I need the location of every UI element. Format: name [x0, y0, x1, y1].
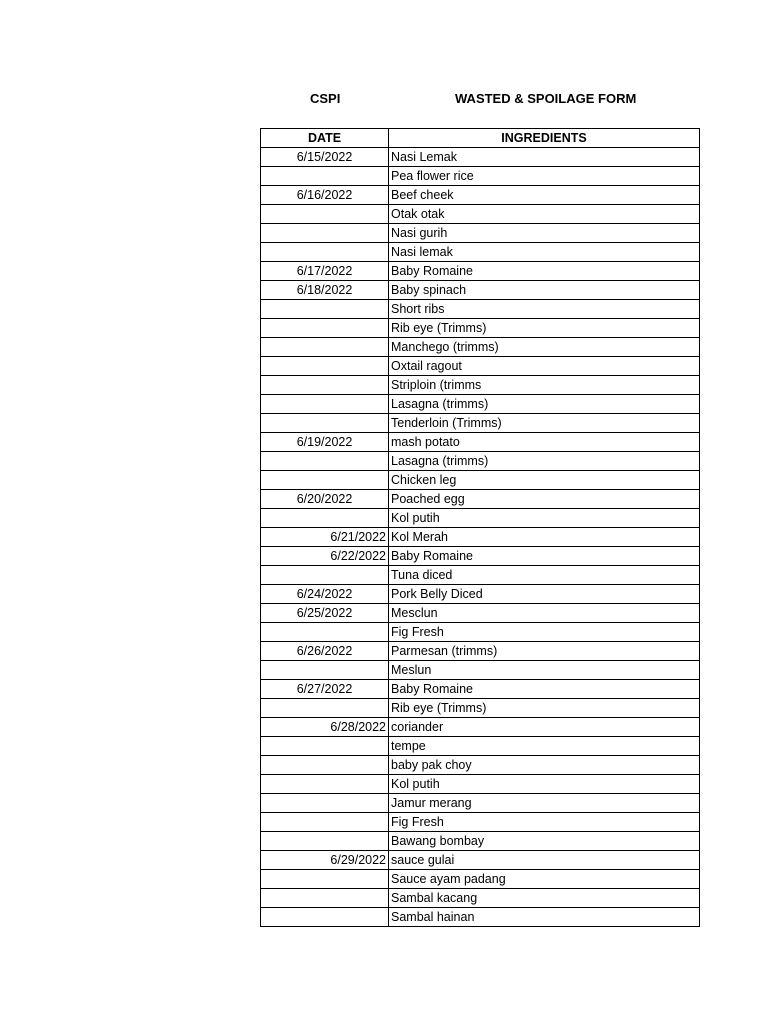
date-cell: [261, 395, 389, 414]
table-row: [261, 262, 700, 281]
table-row: [261, 414, 700, 433]
ingredient-cell: Rib eye (Trimms): [389, 319, 700, 338]
table-row: [261, 357, 700, 376]
date-cell: 6/27/2022: [261, 680, 389, 699]
date-cell: [261, 870, 389, 889]
ingredient-cell: Bawang bombay: [389, 832, 700, 851]
ingredient-cell: Otak otak: [389, 205, 700, 224]
table-row: [261, 433, 700, 452]
date-cell: [261, 319, 389, 338]
org-name: CSPI: [310, 91, 341, 106]
ingredient-cell: Tuna diced: [389, 566, 700, 585]
table-body: [261, 148, 700, 927]
date-cell: [261, 566, 389, 585]
table-row: [261, 813, 700, 832]
ingredient-cell: Tenderloin (Trimms): [389, 414, 700, 433]
ingredient-cell: Oxtail ragout: [389, 357, 700, 376]
ingredient-cell: Lasagna (trimms): [389, 395, 700, 414]
table-row: [261, 908, 700, 927]
table-row: [261, 889, 700, 908]
ingredient-cell: Pea flower rice: [389, 167, 700, 186]
date-cell: 6/24/2022: [261, 585, 389, 604]
ingredient-cell: Kol Merah: [389, 528, 700, 547]
date-cell: 6/19/2022: [261, 433, 389, 452]
table-row: [261, 319, 700, 338]
table-row: [261, 604, 700, 623]
date-cell: 6/28/2022: [261, 718, 389, 737]
table-row: [261, 148, 700, 167]
ingredient-cell: Baby Romaine: [389, 262, 700, 281]
ingredient-cell: sauce gulai: [389, 851, 700, 870]
table-row: [261, 832, 700, 851]
ingredient-cell: Jamur merang: [389, 794, 700, 813]
column-header-ingredients: INGREDIENTS: [389, 129, 700, 148]
ingredient-cell: Baby spinach: [389, 281, 700, 300]
date-cell: [261, 205, 389, 224]
table-row: [261, 775, 700, 794]
date-cell: 6/29/2022: [261, 851, 389, 870]
ingredient-cell: tempe: [389, 737, 700, 756]
table-row: [261, 794, 700, 813]
table-row: [261, 224, 700, 243]
date-cell: 6/15/2022: [261, 148, 389, 167]
date-cell: [261, 224, 389, 243]
ingredient-cell: Manchego (trimms): [389, 338, 700, 357]
wastage-table: [260, 128, 700, 927]
table-row: [261, 566, 700, 585]
ingredient-cell: baby pak choy: [389, 756, 700, 775]
date-cell: [261, 756, 389, 775]
date-cell: [261, 338, 389, 357]
table-row: [261, 376, 700, 395]
table-row: [261, 756, 700, 775]
date-cell: [261, 300, 389, 319]
column-header-date: DATE: [261, 129, 389, 148]
date-cell: [261, 775, 389, 794]
date-cell: [261, 471, 389, 490]
date-cell: [261, 908, 389, 927]
date-cell: [261, 794, 389, 813]
ingredient-cell: Poached egg: [389, 490, 700, 509]
ingredient-cell: Fig Fresh: [389, 623, 700, 642]
date-cell: [261, 414, 389, 433]
date-cell: [261, 889, 389, 908]
ingredient-cell: Sauce ayam padang: [389, 870, 700, 889]
ingredient-cell: Mesclun: [389, 604, 700, 623]
ingredient-cell: Kol putih: [389, 509, 700, 528]
date-cell: 6/25/2022: [261, 604, 389, 623]
ingredient-cell: coriander: [389, 718, 700, 737]
table-row: [261, 661, 700, 680]
table-row: [261, 281, 700, 300]
date-cell: [261, 243, 389, 262]
ingredient-cell: Fig Fresh: [389, 813, 700, 832]
date-cell: [261, 699, 389, 718]
table-row: [261, 205, 700, 224]
ingredient-cell: Kol putih: [389, 775, 700, 794]
ingredient-cell: Pork Belly Diced: [389, 585, 700, 604]
date-cell: [261, 452, 389, 471]
ingredient-cell: Nasi gurih: [389, 224, 700, 243]
table-row: [261, 300, 700, 319]
table-row: [261, 490, 700, 509]
table-row: [261, 528, 700, 547]
form-title: WASTED & SPOILAGE FORM: [455, 91, 637, 106]
table-row: [261, 623, 700, 642]
table-row: [261, 452, 700, 471]
table-row: [261, 585, 700, 604]
date-cell: [261, 832, 389, 851]
table-row: [261, 737, 700, 756]
date-cell: 6/20/2022: [261, 490, 389, 509]
table-row: [261, 243, 700, 262]
date-cell: 6/16/2022: [261, 186, 389, 205]
date-cell: [261, 167, 389, 186]
ingredient-cell: Beef cheek: [389, 186, 700, 205]
table-row: [261, 186, 700, 205]
ingredient-cell: Sambal kacang: [389, 889, 700, 908]
table-row: [261, 167, 700, 186]
date-cell: 6/22/2022: [261, 547, 389, 566]
date-cell: 6/17/2022: [261, 262, 389, 281]
ingredient-cell: Baby Romaine: [389, 680, 700, 699]
ingredient-cell: mash potato: [389, 433, 700, 452]
table-row: [261, 471, 700, 490]
ingredient-cell: Baby Romaine: [389, 547, 700, 566]
ingredient-cell: Chicken leg: [389, 471, 700, 490]
table-row: [261, 870, 700, 889]
date-cell: 6/18/2022: [261, 281, 389, 300]
ingredient-cell: Nasi lemak: [389, 243, 700, 262]
ingredient-cell: Meslun: [389, 661, 700, 680]
table-row: [261, 547, 700, 566]
date-cell: [261, 376, 389, 395]
table-row: [261, 718, 700, 737]
table-row: [261, 699, 700, 718]
ingredient-cell: Lasagna (trimms): [389, 452, 700, 471]
table-row: [261, 509, 700, 528]
table-header-row: [261, 129, 700, 148]
ingredient-cell: Striploin (trimms: [389, 376, 700, 395]
ingredient-cell: Nasi Lemak: [389, 148, 700, 167]
date-cell: [261, 509, 389, 528]
table-row: [261, 395, 700, 414]
date-cell: [261, 661, 389, 680]
date-cell: [261, 623, 389, 642]
date-cell: [261, 813, 389, 832]
ingredient-cell: Parmesan (trimms): [389, 642, 700, 661]
table-row: [261, 338, 700, 357]
date-cell: 6/21/2022: [261, 528, 389, 547]
date-cell: 6/26/2022: [261, 642, 389, 661]
table-row: [261, 680, 700, 699]
table-row: [261, 642, 700, 661]
ingredient-cell: Short ribs: [389, 300, 700, 319]
date-cell: [261, 357, 389, 376]
ingredient-cell: Rib eye (Trimms): [389, 699, 700, 718]
date-cell: [261, 737, 389, 756]
table-row: [261, 851, 700, 870]
ingredient-cell: Sambal hainan: [389, 908, 700, 927]
